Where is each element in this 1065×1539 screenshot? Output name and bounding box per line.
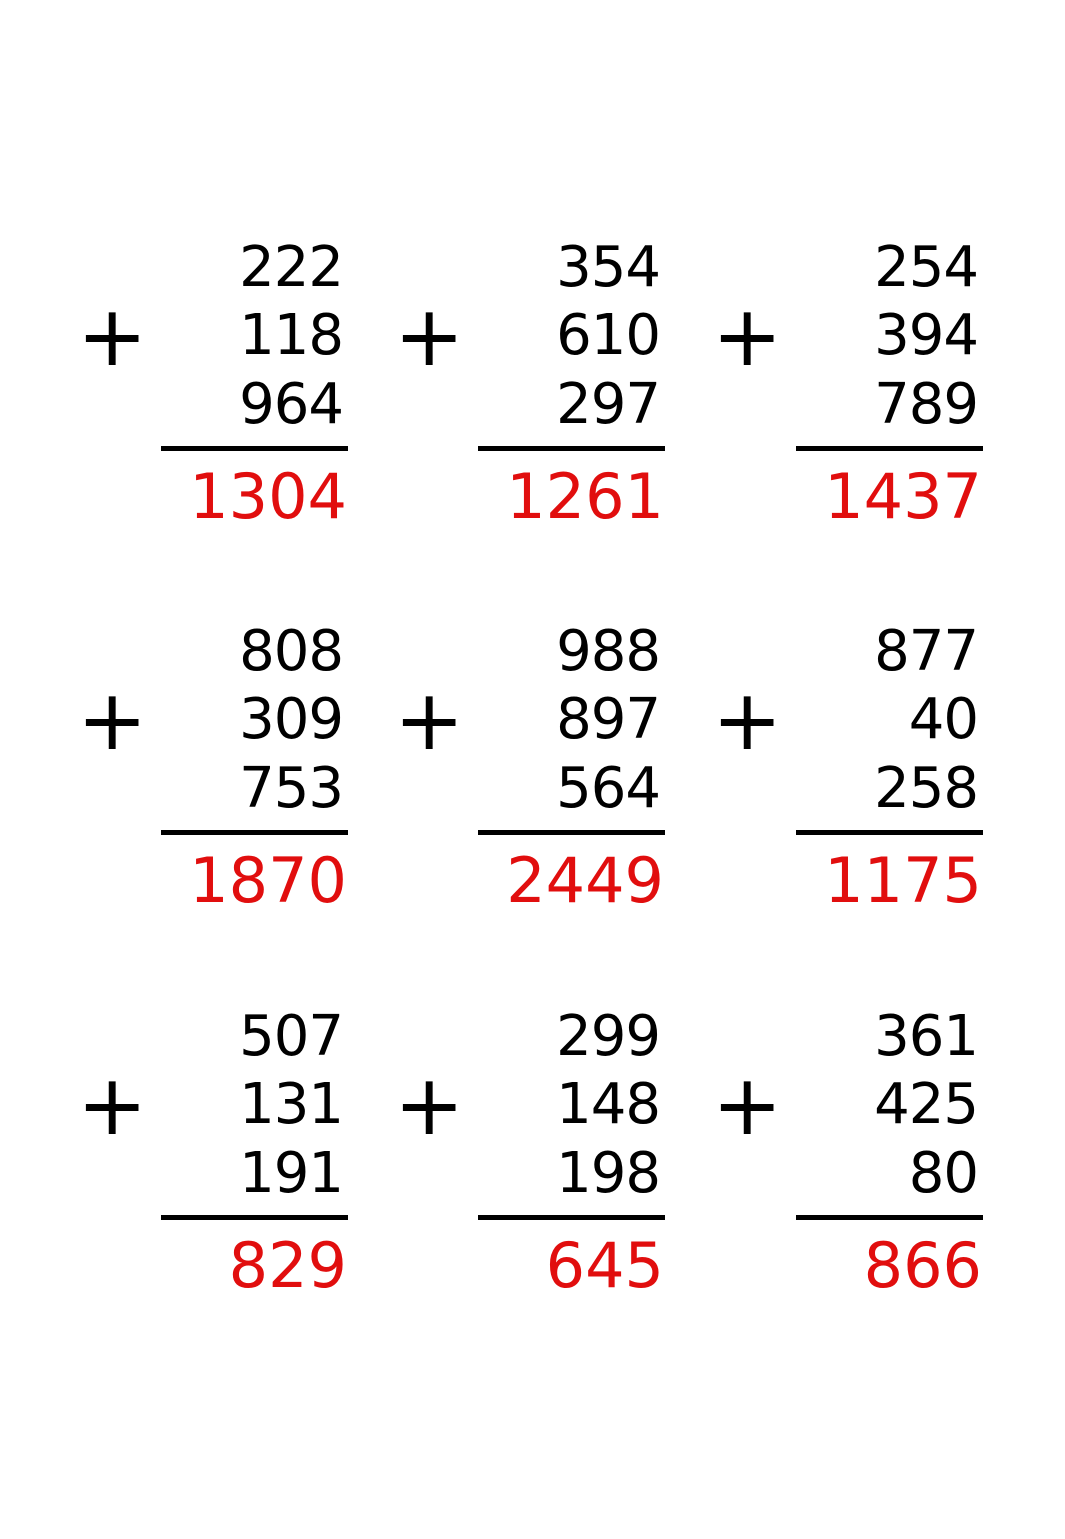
addend-2: 309	[239, 687, 343, 752]
addend-1: 361	[874, 1004, 978, 1069]
plus-sign: +	[77, 671, 148, 769]
sum-answer: 2449	[506, 844, 664, 917]
sum-line	[478, 830, 665, 835]
plus-sign: +	[712, 287, 783, 385]
addition-problem-9	[712, 993, 992, 1302]
addend-3: 297	[556, 372, 660, 437]
addend-2: 118	[239, 303, 343, 368]
sum-line	[478, 446, 665, 451]
addend-3: 198	[556, 1141, 660, 1206]
addend-1: 299	[556, 1004, 660, 1069]
addend-1: 222	[239, 235, 343, 300]
addition-problem-2	[394, 224, 674, 533]
addend-3: 753	[239, 756, 343, 821]
sum-answer: 645	[545, 1229, 664, 1302]
addend-1: 877	[874, 619, 978, 684]
plus-sign: +	[394, 287, 465, 385]
addend-3: 789	[874, 372, 978, 437]
addend-1: 254	[874, 235, 978, 300]
sum-line	[161, 1215, 348, 1220]
sum-line	[478, 1215, 665, 1220]
plus-sign: +	[77, 287, 148, 385]
sum-answer: 866	[863, 1229, 982, 1302]
addend-1: 354	[556, 235, 660, 300]
addition-problem-4	[77, 608, 357, 917]
sum-answer: 1437	[824, 460, 982, 533]
sum-answer: 1870	[189, 844, 347, 917]
addend-1: 507	[239, 1004, 343, 1069]
addition-problem-7	[77, 993, 357, 1302]
plus-sign: +	[712, 671, 783, 769]
sum-answer: 1175	[824, 844, 982, 917]
sum-line	[161, 830, 348, 835]
plus-sign: +	[77, 1056, 148, 1154]
addend-2: 40	[908, 687, 978, 752]
plus-sign: +	[712, 1056, 783, 1154]
addend-3: 258	[874, 756, 978, 821]
addend-3: 80	[908, 1141, 978, 1206]
addend-1: 988	[556, 619, 660, 684]
addition-problem-8	[394, 993, 674, 1302]
addition-problem-3	[712, 224, 992, 533]
addend-3: 564	[556, 756, 660, 821]
sum-answer: 1261	[506, 460, 664, 533]
sum-line	[796, 1215, 983, 1220]
addend-2: 131	[239, 1072, 343, 1137]
addend-2: 148	[556, 1072, 660, 1137]
sum-answer: 1304	[189, 460, 347, 533]
addend-2: 897	[556, 687, 660, 752]
addend-3: 964	[239, 372, 343, 437]
addition-problem-6	[712, 608, 992, 917]
sum-line	[796, 446, 983, 451]
addend-2: 425	[874, 1072, 978, 1137]
sum-line	[161, 446, 348, 451]
addition-problem-1	[77, 224, 357, 533]
addend-3: 191	[239, 1141, 343, 1206]
addend-2: 394	[874, 303, 978, 368]
sum-line	[796, 830, 983, 835]
plus-sign: +	[394, 1056, 465, 1154]
plus-sign: +	[394, 671, 465, 769]
sum-answer: 829	[228, 1229, 347, 1302]
addition-problem-5	[394, 608, 674, 917]
addend-1: 808	[239, 619, 343, 684]
addend-2: 610	[556, 303, 660, 368]
